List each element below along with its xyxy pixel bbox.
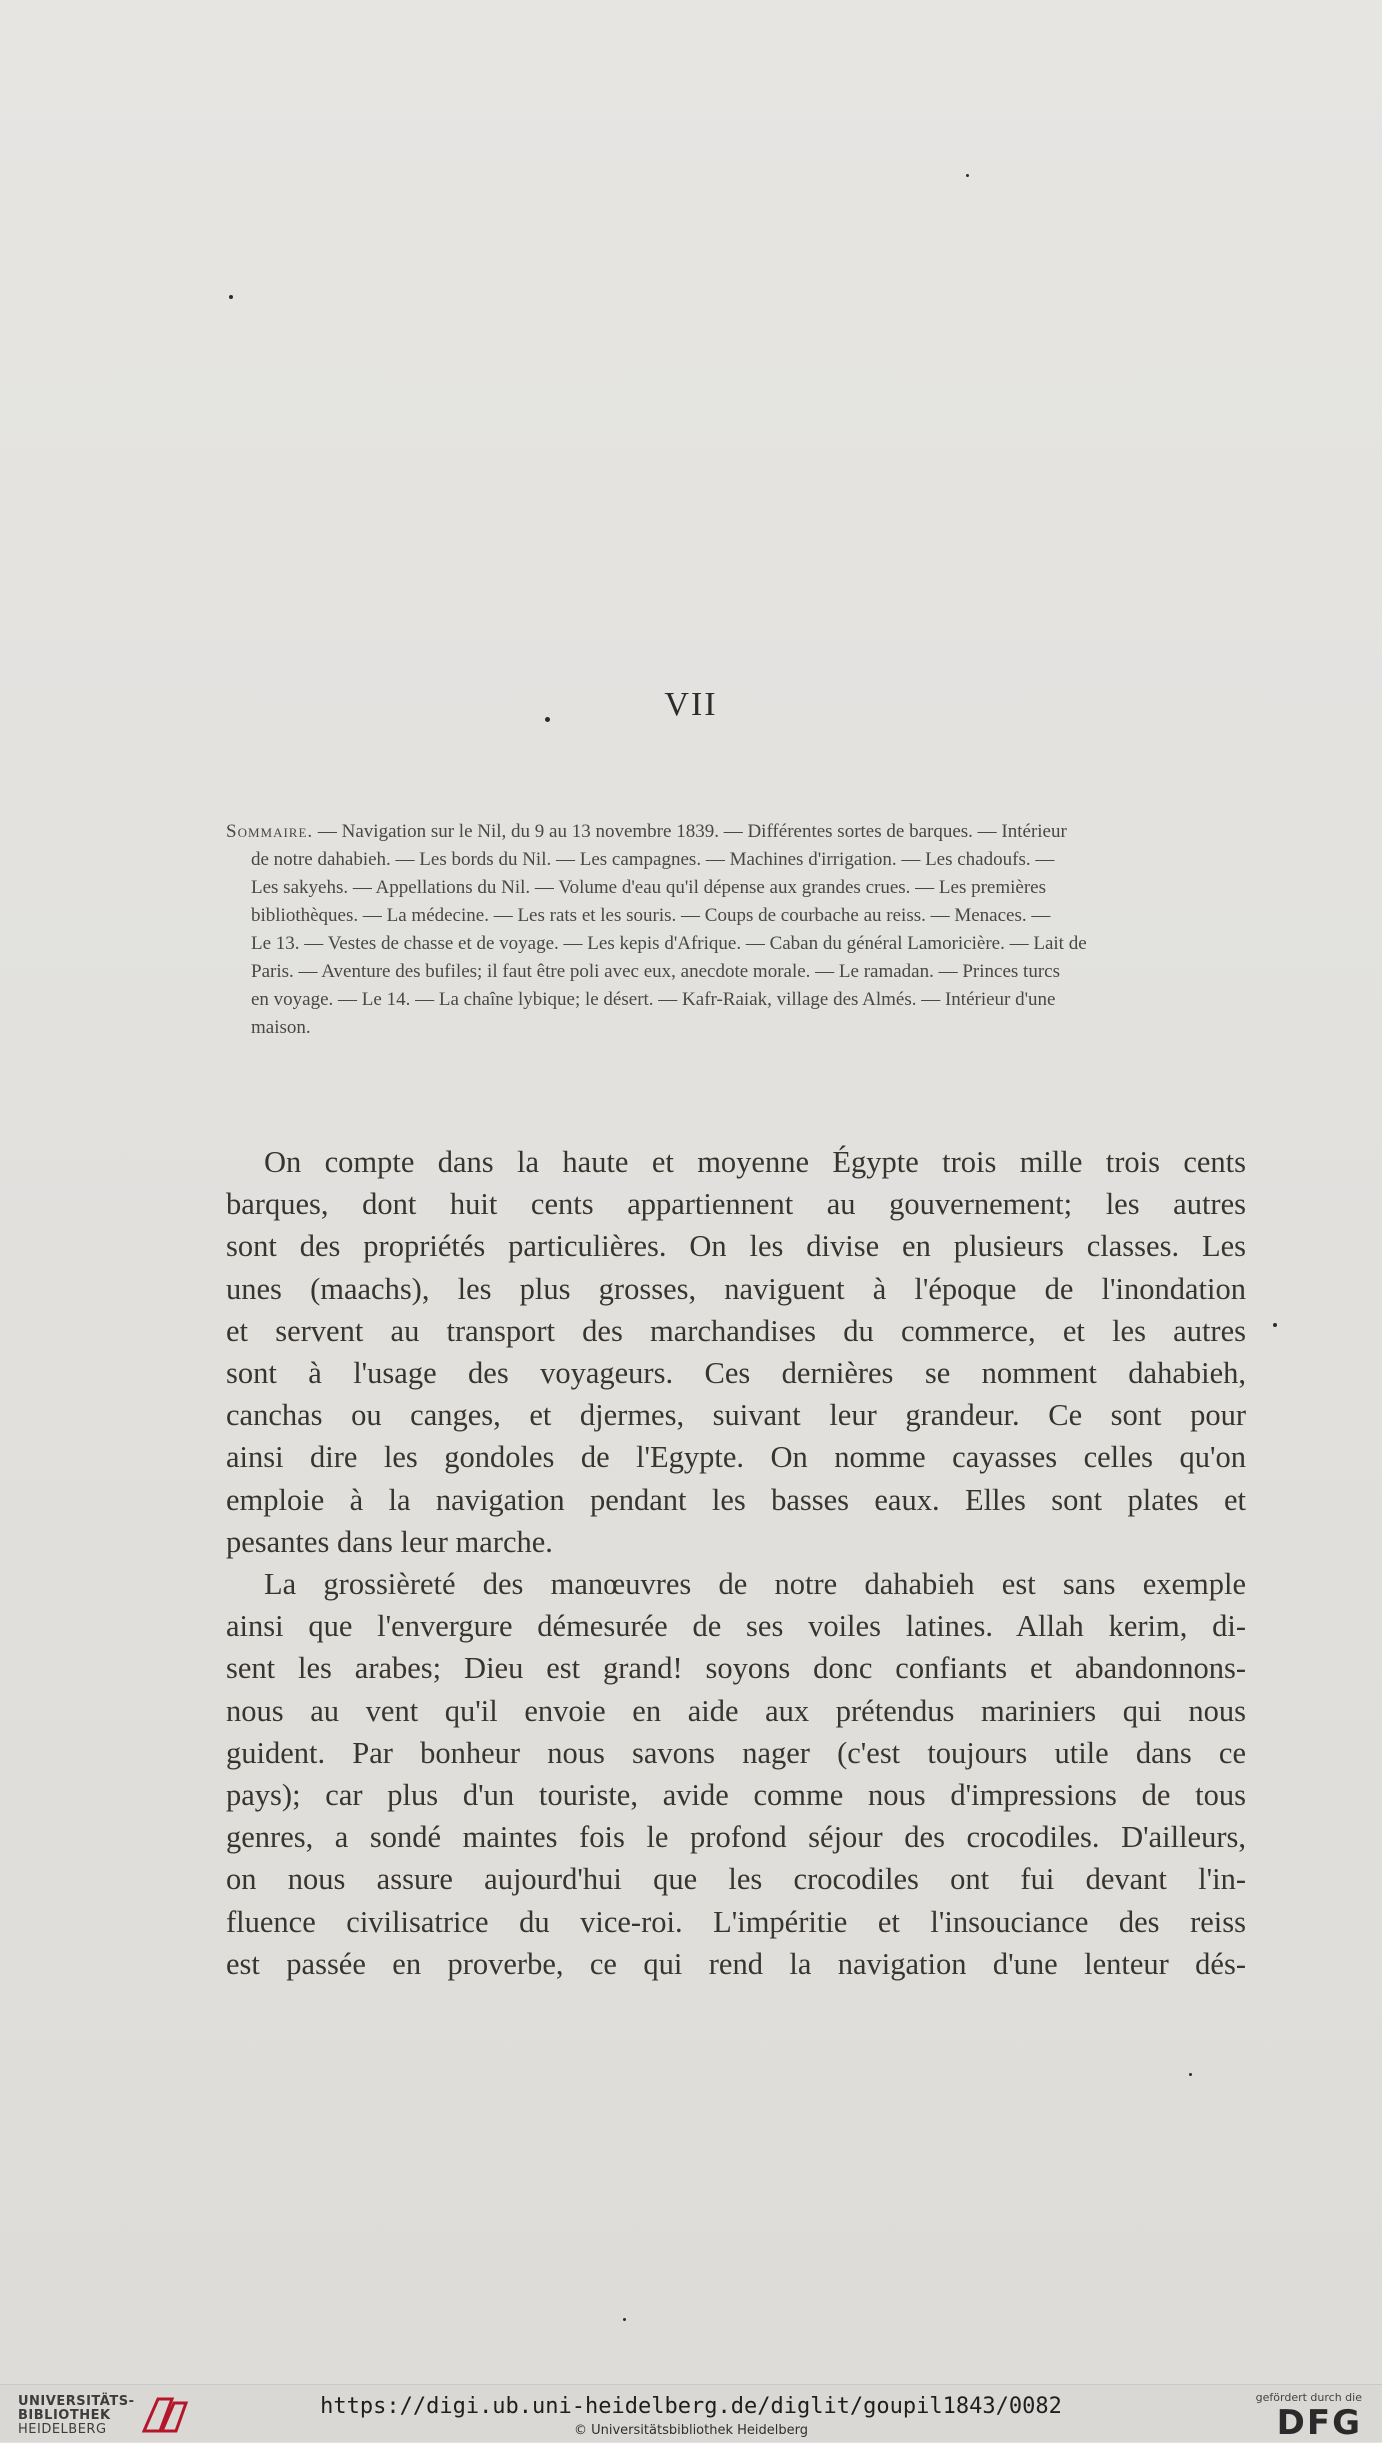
summary-line: Les sakyehs. — Appellations du Nil. — Volume d'eau qu'il dépense aux grandes crues. — Les premières — [251, 877, 1046, 898]
text-line: ainsi dire les gondoles de l'Egypte. On nomme cayasses celles qu'on — [226, 1440, 1246, 1475]
text-line: canchas ou canges, et djermes, suivant leur grandeur. Ce sont pour — [226, 1398, 1246, 1433]
paper-speck — [229, 295, 233, 299]
funding-label: gefördert durch die — [1255, 2391, 1362, 2404]
paper-speck — [1273, 1323, 1277, 1327]
text-line: genres, a sondé maintes fois le profond séjour des crocodiles. D'ailleurs, — [226, 1820, 1246, 1855]
text-line: guident. Par bonheur nous savons nager (c'est toujours utile dans ce — [226, 1735, 1246, 1770]
dfg-logo[interactable]: DFG — [1276, 2403, 1362, 2443]
summary-line: de notre dahabieh. — Les bords du Nil. — Les campagnes. — Machines d'irrigation. — Les chadoufs. — — [251, 849, 1055, 870]
text-line: est passée en proverbe, ce qui rend la navigation d'une lenteur dés- — [226, 1946, 1246, 1981]
text-line: sent les arabes; Dieu est grand! soyons donc confiants et abandonnons- — [226, 1651, 1246, 1686]
chapter-summary — [226, 818, 1256, 1042]
summary-line: — Navigation sur le Nil, du 9 au 13 novembre 1839. — Différentes sortes de barques. — Intérieur — [313, 821, 1067, 842]
logo-line: BIBLIOTHEK — [18, 2408, 111, 2423]
chapter-number: VII — [664, 686, 718, 723]
text-line: emploie à la navigation pendant les basses eaux. Elles sont plates et — [226, 1482, 1246, 1517]
body-text — [226, 1141, 1246, 1985]
text-line: barques, dont huit cents appartiennent au gouvernement; les autres — [226, 1187, 1246, 1222]
paper-speck — [1189, 2073, 1192, 2076]
summary-line: Le 13. — Vestes de chasse et de voyage. — Les kepis d'Afrique. — Caban du général Lamoricière. — Lait de — [251, 933, 1087, 954]
text-line: La grossièreté des manœuvres de notre dahabieh est sans exemple — [264, 1567, 1246, 1602]
summary-line: maison. — [251, 1017, 311, 1038]
viewer-footer — [0, 2384, 1382, 2442]
text-line: unes (maachs), les plus grosses, naviguent à l'époque de l'inondation — [226, 1271, 1246, 1306]
text-line: pays); car plus d'un touriste, avide comme nous d'impressions de tous — [226, 1778, 1246, 1813]
paper-speck — [623, 2318, 626, 2321]
text-line: nous au vent qu'il envoie en aide aux prétendus mariniers qui nous — [226, 1693, 1246, 1728]
text-line: sont des propriétés particulières. On les divise en plusieurs classes. Les — [226, 1229, 1246, 1264]
text-line: et servent au transport des marchandises du commerce, et les autres — [226, 1313, 1246, 1348]
text-line: On compte dans la haute et moyenne Égypte trois mille trois cents — [264, 1145, 1246, 1179]
text-line: sont à l'usage des voyageurs. Ces dernières se nomment dahabieh, — [226, 1356, 1246, 1391]
text-line: fluence civilisatrice du vice-roi. L'impéritie et l'insouciance des reiss — [226, 1904, 1246, 1939]
text-line: ainsi que l'envergure démesurée de ses voiles latines. Allah kerim, di- — [226, 1609, 1246, 1644]
permalink-url[interactable]: https://digi.ub.uni-heidelberg.de/diglit/goupil1843/0082 — [320, 2394, 1062, 2419]
summary-line: Paris. — Aventure des bufiles; il faut être poli avec eux, anecdote morale. — Le ramadan. — Princes turcs — [251, 961, 1060, 982]
logo-line: UNIVERSITÄTS- — [18, 2394, 135, 2409]
text-line: pesantes dans leur marche. — [226, 1524, 553, 1559]
logo-line: HEIDELBERG — [18, 2422, 107, 2437]
summary-line: bibliothèques. — La médecine. — Les rats et les souris. — Coups de courbache au reiss. — Menaces. — — [251, 905, 1051, 926]
summary-label: Sommaire. — [226, 821, 314, 842]
copyright-notice: © Universitätsbibliothek Heidelberg — [573, 2423, 808, 2438]
paper-speck — [966, 174, 969, 177]
text-line: on nous assure aujourd'hui que les crocodiles ont fui devant l'in- — [226, 1862, 1246, 1897]
summary-line: en voyage. — Le 14. — La chaîne lybique; le désert. — Kafr-Raiak, village des Almés. — Intérieur d'une — [251, 989, 1056, 1010]
